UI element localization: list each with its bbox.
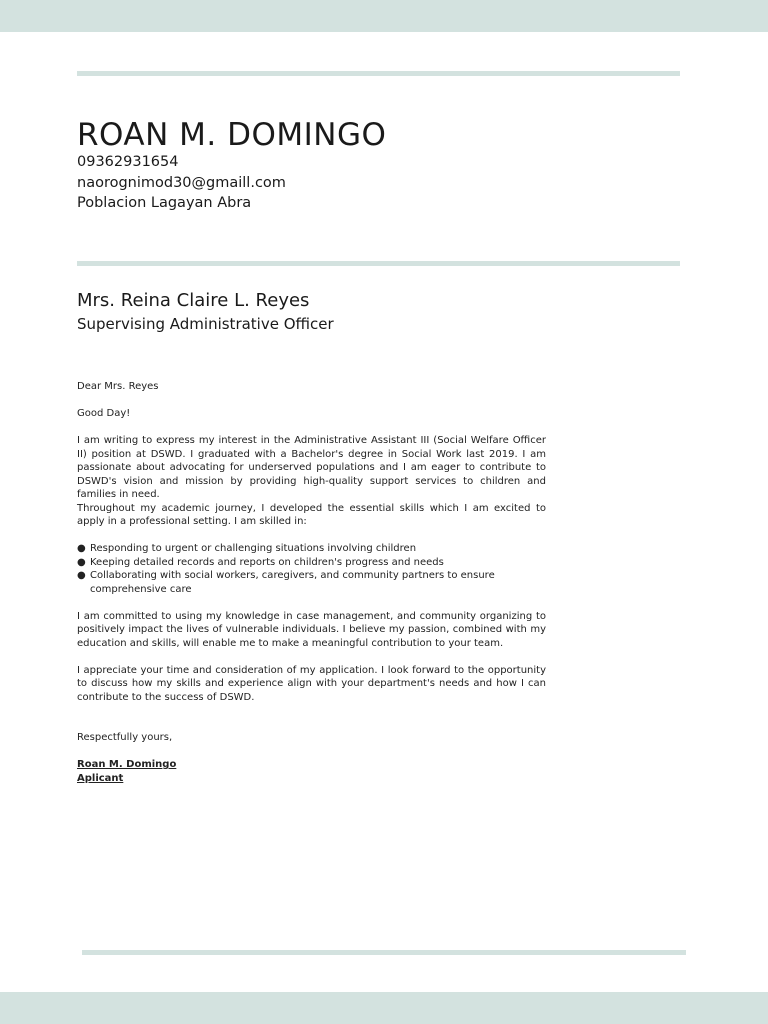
bottom-band	[0, 992, 768, 1024]
signature-role: Aplicant	[77, 772, 124, 784]
bullet-icon: ●	[77, 543, 86, 554]
signature-name: Roan M. Domingo	[77, 759, 177, 770]
divider-middle	[77, 261, 680, 266]
paragraph-commitment: I am committed to using my knowledge in case management, and community organizing to positively impact the lives of vulnerable individuals. I believe my passion, combined with my education and skills, will enable me to make a meaningful contribution to your team.	[77, 610, 546, 649]
contact-block	[77, 152, 286, 214]
bullet-icon: ●	[77, 570, 86, 581]
bullet-icon: ●	[77, 556, 86, 568]
divider-top	[77, 71, 680, 76]
recipient-name: Mrs. Reina Claire L. Reyes	[77, 290, 310, 311]
skill-text: Responding to urgent or challenging situations involving children	[90, 543, 417, 554]
letter-body	[77, 380, 546, 785]
paragraph-skills-intro: Throughout my academic journey, I developed the essential skills which I am excited to apply in a professional setting. I am skilled in:	[77, 502, 546, 527]
top-band	[0, 0, 768, 32]
greeting: Good Day!	[77, 408, 131, 419]
list-item	[77, 556, 546, 570]
paragraph-appreciation: I appreciate your time and consideration of my application. I look forward to the opportunity to discuss how my skills and experience align with your department's needs and how I can contribute to the success of DSWD.	[77, 664, 546, 703]
list-item	[77, 542, 546, 556]
home-address: Poblacion Lagayan Abra	[77, 195, 252, 211]
skill-text: Collaborating with social workers, caregivers, and community partners to ensure comprehensive care	[90, 570, 495, 595]
closing: Respectfully yours,	[77, 732, 173, 743]
list-item	[77, 569, 546, 596]
applicant-name: ROAN M. DOMINGO	[77, 117, 387, 153]
skill-text: Keeping detailed records and reports on children's progress and needs	[90, 556, 444, 568]
recipient-title: Supervising Administrative Officer	[77, 315, 334, 333]
salutation: Dear Mrs. Reyes	[77, 381, 159, 392]
email-address: naorognimod30@gmaill.com	[77, 174, 286, 191]
paragraph-intro: I am writing to express my interest in the Administrative Assistant III (Social Welfare Officer II) position at DSWD. I graduated with a Bachelor's degree in Social Work last 2019. I am passionate about advocating for underserved populations and I am eager to contribute to DSWD's vision and mission by providing high-quality support services to children and families in need.	[77, 435, 546, 500]
divider-bottom	[82, 950, 686, 955]
skills-list	[77, 542, 546, 596]
phone-number: 09362931654	[77, 154, 179, 170]
